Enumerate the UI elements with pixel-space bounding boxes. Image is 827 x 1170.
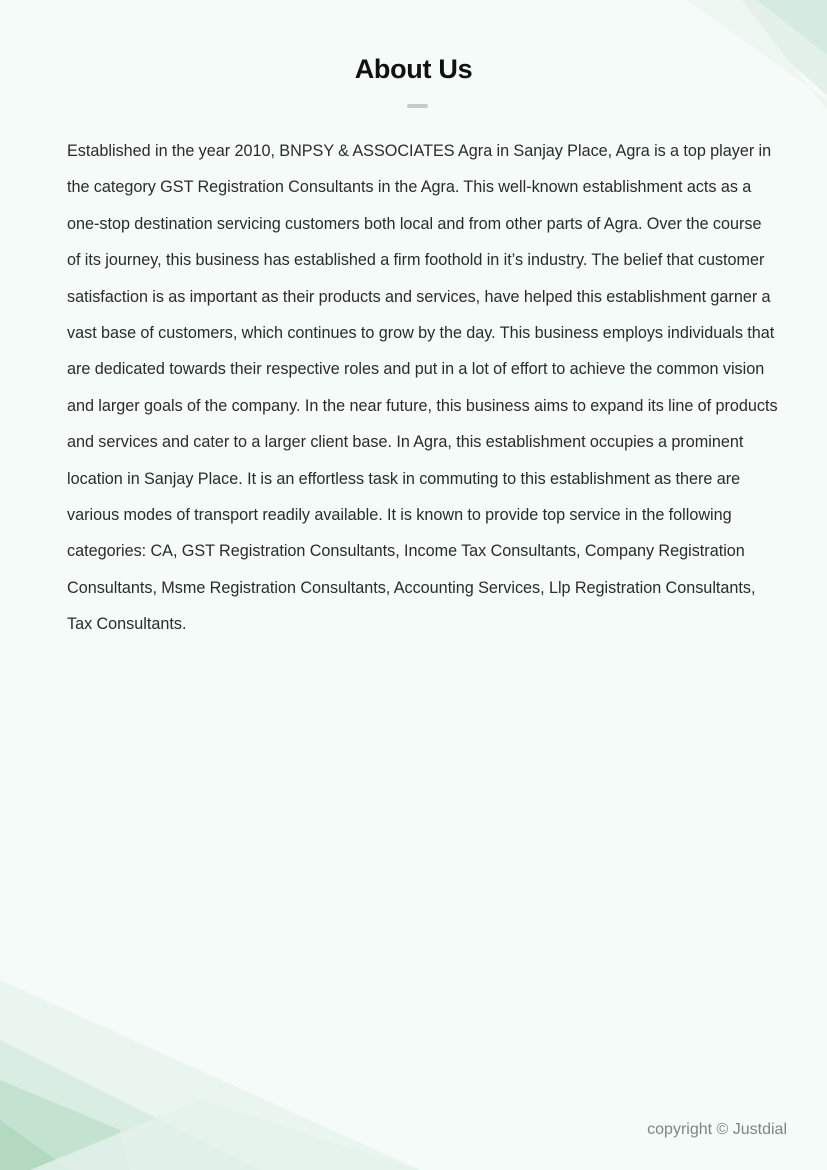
bottom-left-decoration [0,980,420,1170]
about-paragraph: Established in the year 2010, BNPSY & ASSOCIATES Agra in Sanjay Place, Agra is a top player in the category GST Registration Consultants in the Agra. This well-known establishment acts as a one-stop destination servicing customers both local and from other parts of Agra. Over the course of its journey, this business has established a firm foothold in it’s industry. The belief that customer satisfaction is as important as their products and services, have helped this establishment garner a vast base of customers, which continues to grow by the day. This business employs individuals that are dedicated towards their respective roles and put in a lot of effort to achieve the common vision and larger goals of the company. In the near future, this business aims to expand its line of products and services and cater to a larger client base. In Agra, this establishment occupies a prominent location in Sanjay Place. It is an effortless task in commuting to this establishment as there are various modes of transport readily available. It is known to provide top service in the following categories: CA, GST Registration Consultants, Income Tax Consultants, Company Registration Consultants, Msme Registration Consultants, Accounting Services, Llp Registration Consultants, Tax Consultants. [67,142,778,634]
title-underline [407,104,428,108]
copyright-footer: copyright © Justdial [647,1121,787,1138]
page-title: About Us [354,54,473,84]
